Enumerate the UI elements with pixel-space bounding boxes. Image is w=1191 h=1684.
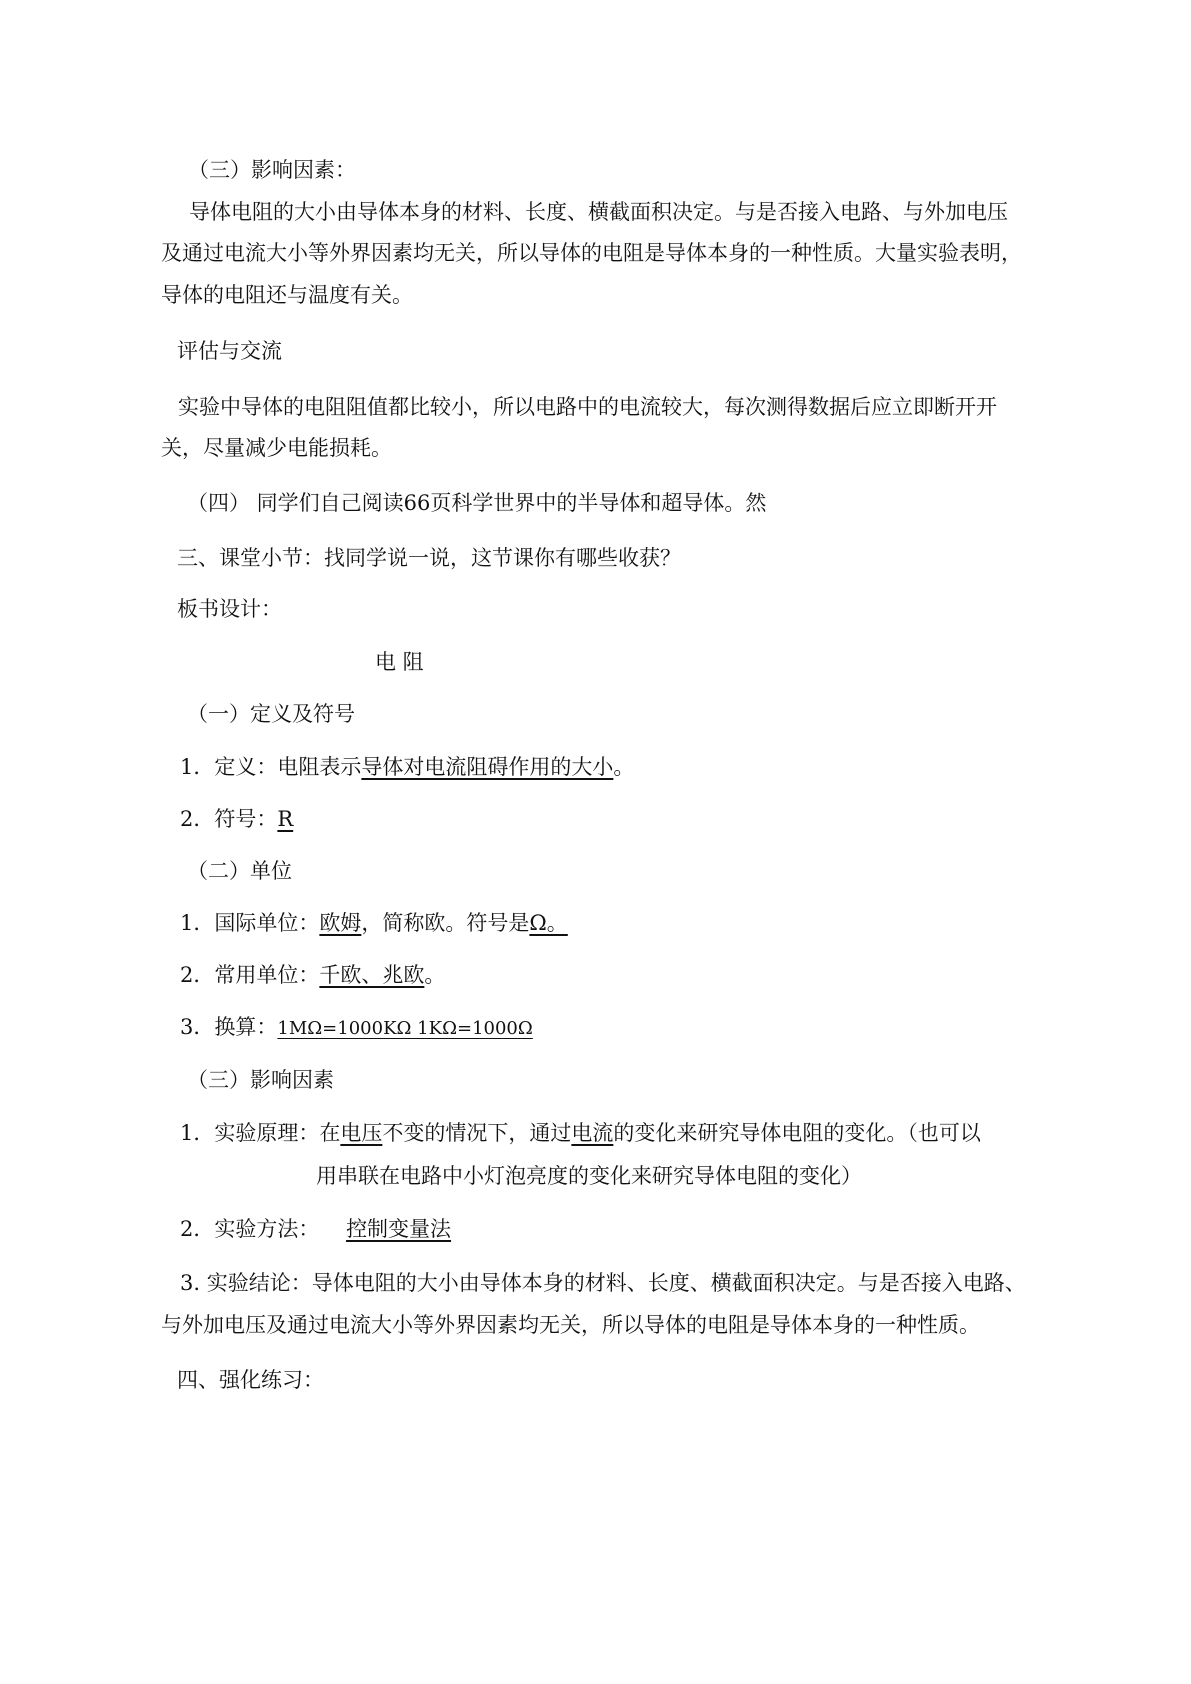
unit-line-2 <box>180 960 445 990</box>
section-3-para-line-3: 导体的电阻还与温度有关。 <box>161 283 413 307</box>
unit-line-1 <box>180 908 568 938</box>
principle-end: 的变化来研究导体电阻的变化。（也可以 <box>613 1121 981 1145</box>
common-unit-label: 2．常用单位： <box>180 963 320 987</box>
conversion-answer: 1MΩ=1000KΩ 1KΩ=1000Ω <box>277 1018 533 1039</box>
class-summary-line: 三、课堂小节：找同学说一说，这节课你有哪些收获？ <box>177 546 681 570</box>
principle-current: 电流 <box>571 1121 614 1145</box>
method-label: 2．实验方法： <box>180 1217 347 1241</box>
conversion-label: 3．换算： <box>180 1015 278 1039</box>
definition-heading: （一）定义及符号 <box>187 702 355 726</box>
definition-end: 。 <box>613 755 635 779</box>
board-design-heading: 板书设计： <box>177 597 282 621</box>
evaluation-heading: 评估与交流 <box>177 339 282 363</box>
section-3-para-line-2: 及通过电流大小等外界因素均无关，所以导体的电阻是导体本身的一种性质。大量实验表明， <box>161 241 1022 265</box>
si-unit-label: 1．国际单位： <box>180 911 320 935</box>
experiment-principle-continued: 用串联在电路中小灯泡亮度的变化来研究导体电阻的变化） <box>316 1164 862 1188</box>
symbol-answer: R <box>277 807 294 831</box>
evaluation-para-line-1: 实验中导体的电阻阻值都比较小，所以电路中的电流较大，每次测得数据后应立即断开开 <box>178 395 997 419</box>
unit-heading: （二）单位 <box>187 859 292 883</box>
principle-mid: 不变的情况下，通过 <box>382 1121 572 1145</box>
definition-line-1 <box>180 752 634 782</box>
principle-label: 1．实验原理：在 <box>180 1121 341 1145</box>
experiment-conclusion-line-1: 3. 实验结论：导体电阻的大小由导体本身的材料、长度、横截面积决定。与是否接入电路、 <box>180 1271 1026 1295</box>
common-unit-answer: 千欧、兆欧 <box>319 963 425 987</box>
method-answer: 控制变量法 <box>346 1217 452 1241</box>
common-unit-end: 。 <box>424 963 446 987</box>
section-3-heading: （三）影响因素： <box>188 158 356 182</box>
si-unit-mid: ，简称欧。符号是 <box>361 911 530 935</box>
factor-heading: （三）影响因素 <box>187 1068 334 1092</box>
practice-heading: 四、强化练习： <box>177 1368 324 1392</box>
symbol-line <box>180 804 293 834</box>
experiment-principle-line <box>180 1118 981 1148</box>
definition-label: 1．定义：电阻表示 <box>180 755 362 779</box>
si-unit-answer: 欧姆 <box>319 911 362 935</box>
experiment-method-line <box>180 1214 451 1244</box>
section-3-para-line-1: 导体电阻的大小由导体本身的材料、长度、横截面积决定。与是否接入电路、与外加电压 <box>189 200 1008 224</box>
definition-answer: 导体对电流阻碍作用的大小 <box>361 755 614 779</box>
board-title: 电 阻 <box>375 650 424 674</box>
evaluation-para-line-2: 关，尽量减少电能损耗。 <box>161 436 392 460</box>
experiment-conclusion-line-2: 与外加电压及通过电流大小等外界因素均无关，所以导体的电阻是导体本身的一种性质。 <box>161 1313 980 1337</box>
unit-line-3 <box>180 1012 533 1044</box>
section-4-reading-line: （四） 同学们自己阅读66页科学世界中的半导体和超导体。然 <box>187 491 767 515</box>
symbol-label: 2．符号： <box>180 807 278 831</box>
principle-voltage: 电压 <box>340 1121 383 1145</box>
unit-symbol-answer: Ω。 <box>529 911 568 935</box>
